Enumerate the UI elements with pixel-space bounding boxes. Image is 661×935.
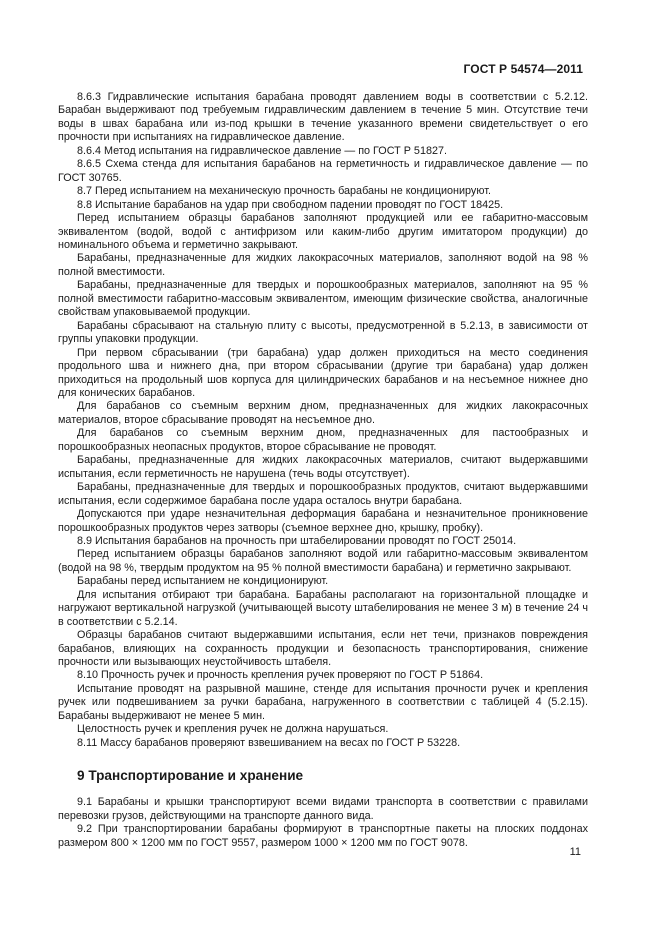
paragraph: Для барабанов со съемным верхним дном, предназначенных для жидких лакокрасочных материалов, второе сбрасывание проводят на несъемное дно. [58,400,588,426]
paragraph: 8.6.5 Схема стенда для испытания барабанов на герметичность и гидравлическое давление — по ГОСТ 30765. [58,158,588,184]
paragraph: Барабаны сбрасывают на стальную плиту с высоты, предусмотренной в 5.2.13, в зависимости от группы упаковки продукции. [58,319,588,346]
paragraph: 8.7 Перед испытанием на механическую прочность барабаны не кондиционируют. [77,185,491,198]
paragraph: 8.10 Прочность ручек и прочность крепления ручек проверяют по ГОСТ Р 51864. [77,669,484,682]
paragraph: Барабаны, предназначенные для жидких лакокрасочных материалов, считают выдержавшими испытания, если герметичность не нарушена (течь воды отсутствует). [58,454,588,480]
paragraph: 8.8 Испытание барабанов на удар при свободном падении проводят по ГОСТ 18425. [77,198,504,211]
paragraph: Барабаны перед испытанием не кондиционируют. [77,575,329,588]
paragraph: 9.2 При транспортировании барабаны формируют в транспортные пакеты на плоских поддонах размером 800 × 1200 мм по ГОСТ 9557, размером 1000 × 1200 мм по ГОСТ 9078. [58,823,588,849]
paragraph: 9.1 Барабаны и крышки транспортируют всеми видами транспорта в соответствии с правилами перевозки грузов, действующими на транспорте данного вида. [58,796,588,822]
paragraph: Барабаны, предназначенные для твердых и порошкообразных продуктов, считают выдержавшими испытания, если содержимое барабана после удара осталось внутри барабана. [58,481,588,507]
paragraph: Испытание проводят на разрывной машине, стенде для испытания прочности ручек и крепления ручек или подвешиванием за ручки барабана, нагруженного в соответствии с таблицей 4 (5.2.15). Барабаны выдерживают не менее 5 мин. [58,682,588,722]
paragraph: 8.6.4 Метод испытания на гидравлическое давление — по ГОСТ Р 51827. [77,144,447,157]
paragraph: 8.6.3 Гидравлические испытания барабана проводят давлением воды в соответствии с 5.2.12. Барабан выдерживают под требуемым гидравлическим давлением в течение 5 мин. Отсутствие течи воды в швах барабана или из-под крышки в течение указанного времени свидетельствует о его прочности при испытаниях на гидравлическое давление. [58,91,588,144]
paragraph: Барабаны, предназначенные для твердых и порошкообразных материалов, заполняют на 95 % полной вместимости габаритно-массовым эквивалентом, имеющим физические свойства, аналогичные свойствам упаковываемой продукции. [58,279,588,319]
section-spacer [58,750,588,768]
paragraphs-after-section [58,796,588,850]
paragraph: Для барабанов со съемным верхним дном, предназначенных для пастообразных и порошкообразных неопасных продуктов, второе сбрасывание не проводят. [58,427,588,453]
paragraph: Образцы барабанов считают выдержавшими испытания, если нет течи, признаков повреждения барабанов, влияющих на сохранность продукции и безопасность транспортирования, снижение прочности или вызывающих неустойчивость штабеля. [58,629,588,669]
paragraph: 8.9 Испытания барабанов на прочность при штабелировании проводят по ГОСТ 25014. [77,534,517,547]
paragraph: Перед испытанием образцы барабанов заполняют продукцией или ее габаритно-массовым эквивалентом (водой, водой с антифризом или каким-либо другим имитатором продукции) до номинального объема и герметично закрывают. [58,212,588,251]
paragraph: Перед испытанием образцы барабанов заполняют водой или габаритно-массовым эквивалентом (водой на 98 %, твердым продуктом на 95 % полной вместимости барабана) и герметично закрывают. [58,548,588,574]
document-body [58,91,588,850]
paragraph: 8.11 Массу барабанов проверяют взвешиванием на весах по ГОСТ Р 53228. [77,736,461,749]
paragraph: Для испытания отбирают три барабана. Барабаны располагают на горизонтальной площадке и нагружают вертикальной нагрузкой (учитывающей высоту штабелирования не менее 3 м) в течение 24 ч в соответствии с 5.2.14. [58,588,588,628]
paragraph: При первом сбрасывании (три барабана) удар должен приходиться на место соединения продольного шва и нижнего дна, при втором сбрасывании (другие три барабана) удар должен приходиться на продольный шов корпуса для цилиндрических барабанов и на несъемное нижнее дно для конических барабанов. [58,346,588,399]
paragraph: Барабаны, предназначенные для жидких лакокрасочных материалов, заполняют водой на 98 % полной вместимости. [58,252,588,278]
document-id-header: ГОСТ Р 54574—2011 [463,62,583,76]
paragraphs-before-section [58,91,588,750]
paragraph: Целостность ручек и крепления ручек не должна нарушаться. [77,723,389,736]
page-number: 11 [569,846,581,858]
section-heading: 9 Транспортирование и хранение [77,768,304,784]
paragraph: Допускаются при ударе незначительная деформация барабана и незначительное проникновение порошкообразных продуктов через затворы (съемное верхнее дно, крышку, пробку). [58,508,588,534]
